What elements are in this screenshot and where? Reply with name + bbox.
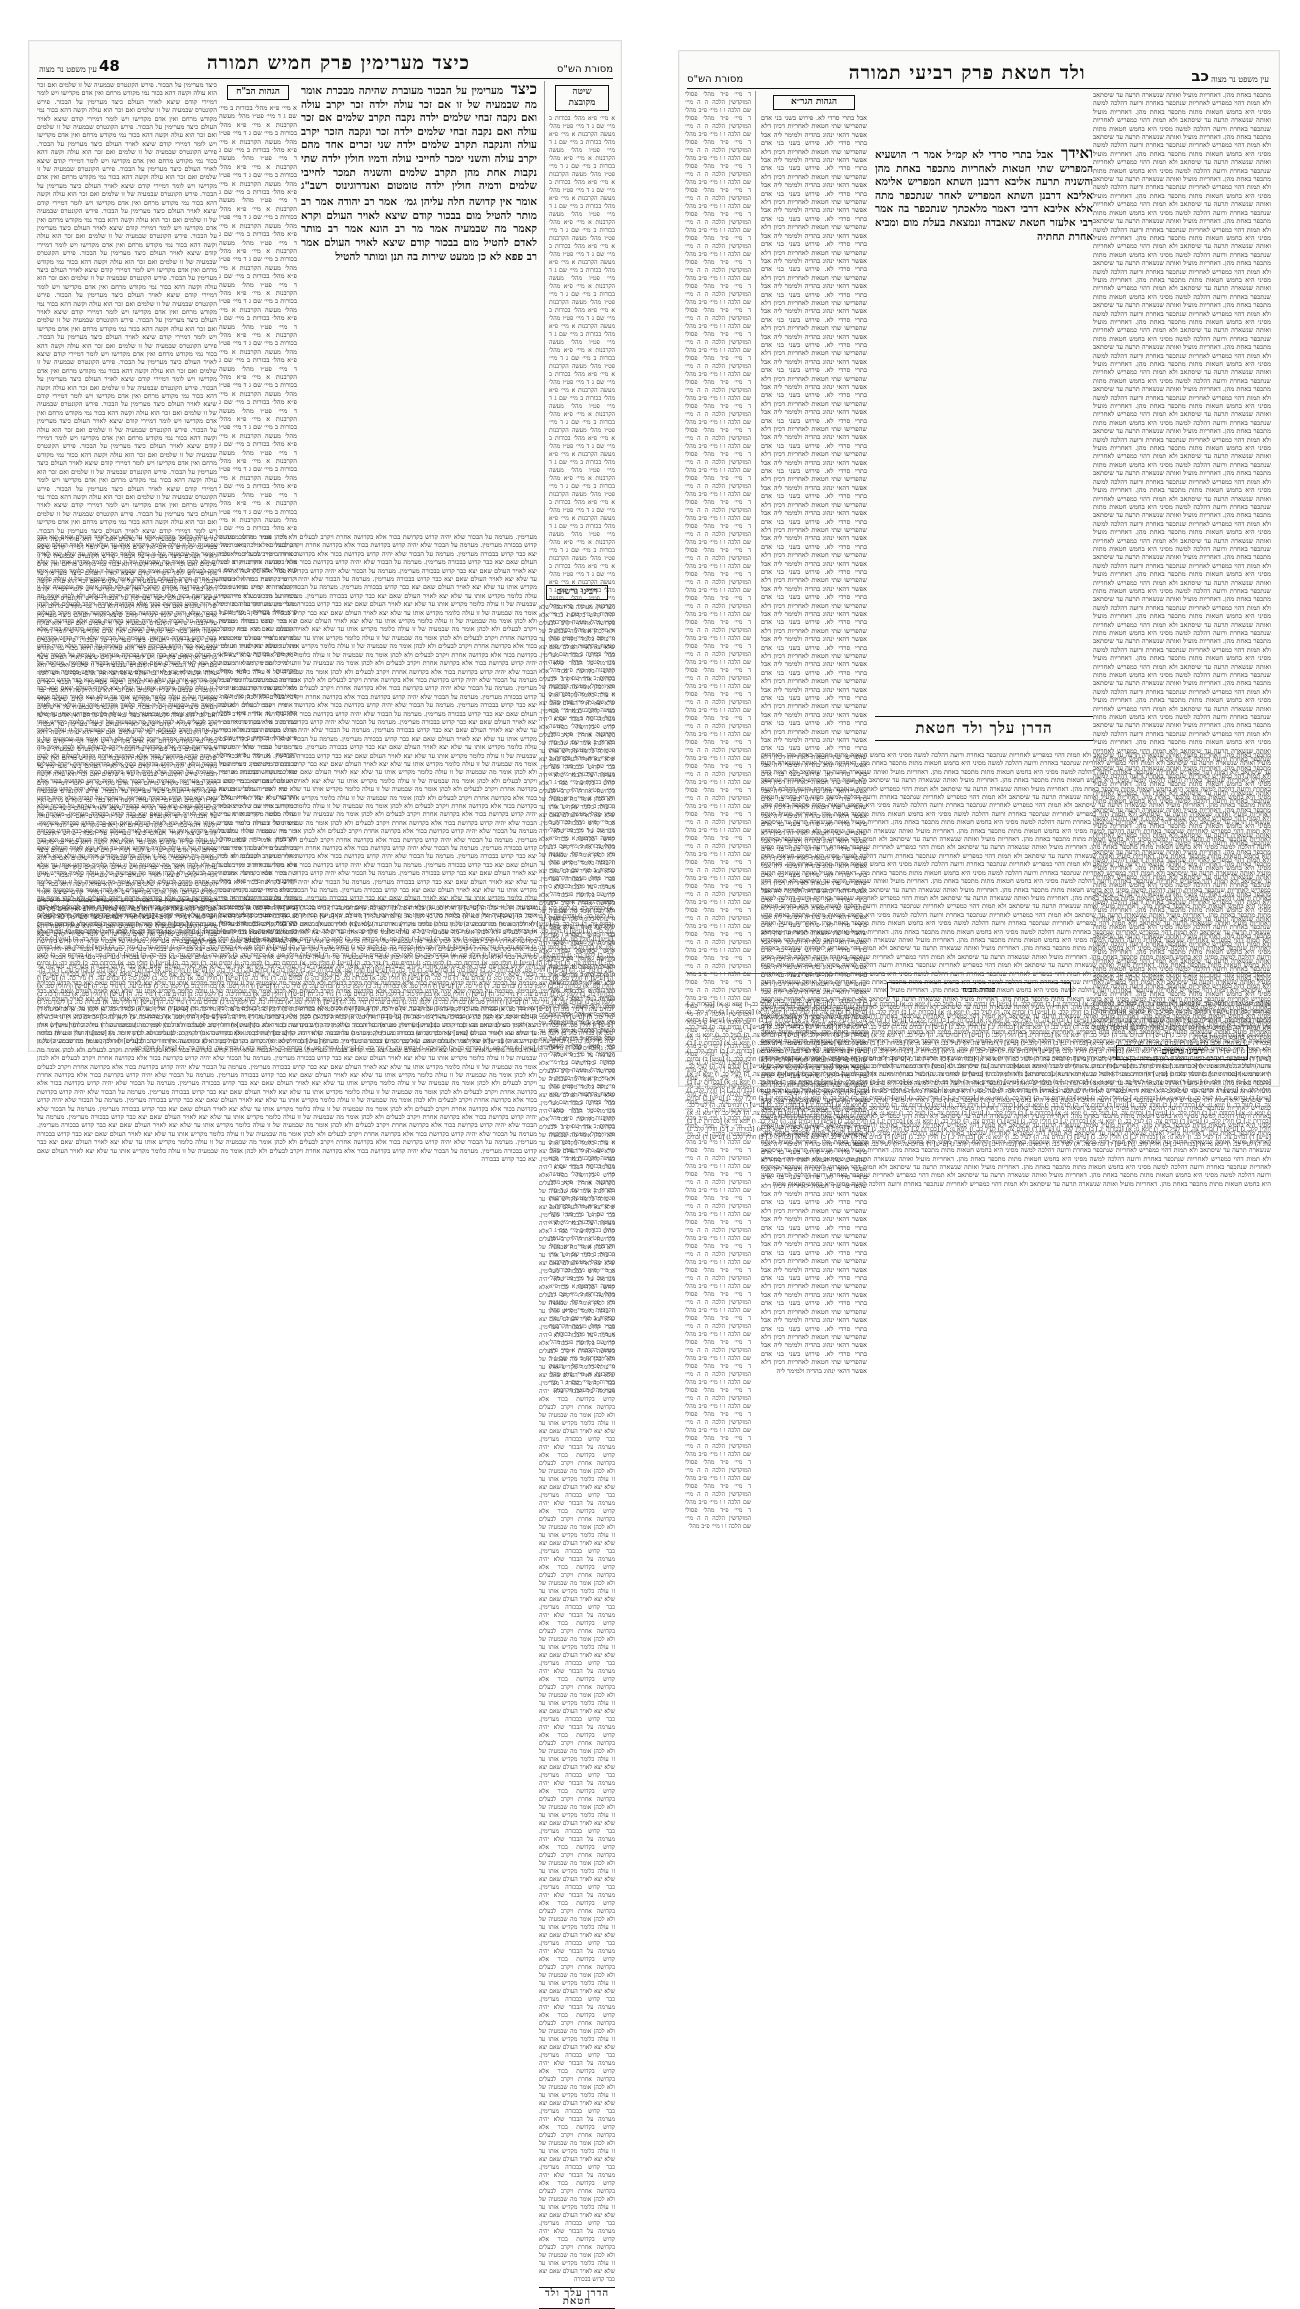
left-page-number: 48: [99, 57, 120, 75]
right-ein-mishpat-label: עין משפט נר מצוה: [1211, 75, 1269, 84]
right-main-open-word: ואידך: [1061, 144, 1094, 162]
left-tosafot-label: שיטה מקובצת: [555, 85, 609, 111]
left-gemara-column: [301, 81, 537, 527]
left-mishnah-text: מערימין על הבכור מעוברת שהיתה מבכרת אומר מה שבמעיה של זו אם זכר עולה ילדה זכר יקרב עולה ואם נקבה זבחי שלמים ילדה נקבה תקרב שלמים אם זכר עולה ואם נקבה זבחי שלמים ילדה זכר ונקבה הזכר יקרב עולה והנקבה תקרב שלמים ילדה שני זכרים אחד מהם יקרב עולה והשני ימכר לחייבי עולה ודמיו חולין ילדה שתי נקבות אחת מהן תקרב שלמים והשניה תמכר לחייבי שלמים ודמיה חולין ילדה טומטום ואנדרוגינוס רשב"ג אומר אין קדושה חלה עליהן: [301, 85, 538, 208]
right-footnote-text: [687, 1001, 1271, 1148]
left-rabbeinu-gershom-label: רבינו גרשום: [546, 585, 607, 600]
left-gershom-text: [539, 604, 615, 2283]
right-rabbeinu-gershom-label: רבינו גרשום: [1116, 1045, 1249, 1060]
right-margin-text: [685, 91, 751, 1530]
right-hagahot-label: הגהות הגר״א: [773, 95, 855, 110]
right-hadran-banner: הדרן עלך ולד חטאת: [875, 716, 1093, 741]
left-page-header: [37, 49, 613, 79]
right-rashi-column: [1093, 91, 1271, 1057]
left-masoret-label: מסורת הש"ס: [556, 64, 613, 75]
right-page-header: [687, 59, 1271, 89]
left-lower-commentary: [37, 533, 537, 893]
left-hagahot-column: [219, 81, 297, 531]
left-main-open-word: כיצד: [510, 80, 537, 98]
left-page-title: כיצד מערימין פרק חמיש תמורה: [206, 52, 470, 74]
right-page-number: כב: [1191, 67, 1209, 85]
left-ein-mishpat-label: עין משפט נר מצוה: [39, 65, 97, 74]
right-gemara-text: אבל בתרי סרדי לא קמ״ל אמר ר׳ הושעיא המפריש שתי חטאות לאחריות מתכפר באחת מהן והשניה תרעה אליבא דרבנן השתא המפריש אלימא אליבא דרבנן השתא המפריש לאחר שנתכפר מתה אלא אליבא דרבי דאמר מלאכתך שנתכפר בה אמר רבי אלעזר חטאת שאבדה ונמצאת בעלת מום ומביא אחרת תחתיה: [875, 149, 1093, 243]
right-ein-mishpat-column: [685, 91, 751, 1011]
left-talmud-page: [28, 40, 622, 2307]
right-talmud-page: [678, 50, 1280, 1087]
right-column-divider: [755, 91, 756, 991]
right-footnotes: [687, 978, 1271, 1076]
left-hadran-label: הדרן עלך ולד חטאת: [539, 2287, 615, 2309]
right-gemara-column: [875, 145, 1093, 705]
left-lower-commentary-text: [37, 533, 537, 1163]
left-hagahot-label: הגהות הב"ח: [227, 85, 290, 100]
right-tosafot-column: [761, 91, 867, 711]
left-footnote-rule: [37, 900, 613, 901]
right-footnote-rule: [687, 973, 1271, 974]
left-gemara-open-word: גמ׳: [404, 194, 417, 208]
left-footnote-text: [37, 905, 613, 1052]
right-lower-commentary: [761, 751, 1271, 951]
right-masoret-label: מסורת הש"ס: [687, 74, 744, 85]
left-rashi-column: [37, 81, 217, 531]
right-page-title: ולד חטאת פרק רביעי תמורה: [848, 62, 1086, 84]
left-rabbeinu-gershom-column: [539, 581, 615, 2307]
left-gemara-text: אמר רב יהודה אמר רב מותר להטיל מום בבכור קודם שיצא לאויר העולם וקרא קאמר מה שבמעיה אמר מר רב הונא אמר רב מותר לאדם להטיל מום בבכור קודם שיצא לאויר העולם אמר רב פפא לא כן ממעט שירות בה תנן ומותר להטיל: [301, 195, 537, 263]
right-hagahot-bach-label: הגהות הב״ח: [887, 982, 1070, 997]
left-footnotes: [37, 905, 613, 1031]
